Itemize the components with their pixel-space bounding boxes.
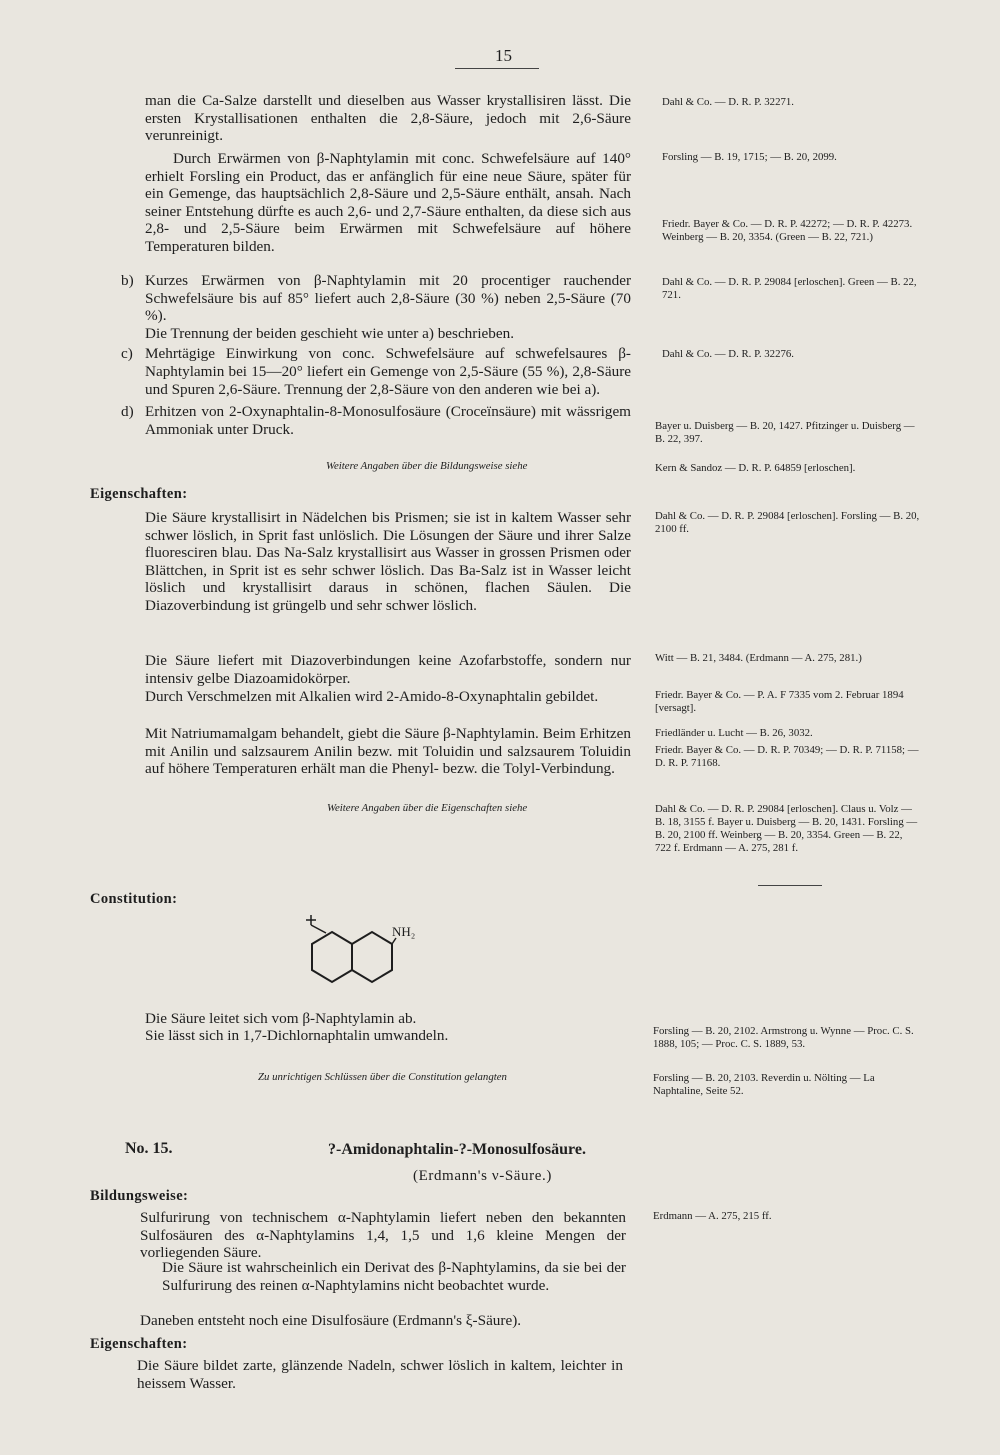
list-text: Mehrtägige Einwirkung von conc. Schwefelsäure auf schwefelsaures β-Naphtylamin bei 15—20° liefert ein Gemenge von 2,5-Säure (55 %), 2,8-Säure und Spuren 2,6-Säure. Trennung der 2,8-Säure von den anderen wie bei a). <box>145 345 631 398</box>
side-reference: Friedr. Bayer & Co. — D. R. P. 70349; — D. R. P. 71158; — D. R. P. 71168. <box>655 744 919 769</box>
list-label: d) <box>121 403 134 421</box>
side-reference: Forsling — B. 19, 1715; — B. 20, 2099. <box>662 151 837 163</box>
page-number: 15 <box>495 46 512 65</box>
paragraph: Die Säure liefert mit Diazoverbindungen keine Azofarbstoffe, sondern nur intensiv gelbe Diazoamidokörper. <box>145 652 631 687</box>
list-item <box>121 325 631 343</box>
paragraph: Mit Natriumamalgam behandelt, giebt die Säure β-Naphtylamin. Beim Erhitzen mit Anilin und salzsaurem Anilin bezw. mit Toluidin und salzsaurem Toluidin auf höhere Temperaturen erhält man die Phenyl- bezw. die Tolyl-Verbindung. <box>145 725 631 778</box>
see-also-note: Weitere Angaben über die Bildungsweise siehe <box>326 460 528 472</box>
list-item <box>121 403 631 438</box>
list-text: Die Trennung der beiden geschieht wie unter a) beschrieben. <box>145 324 515 342</box>
section-heading: Constitution: <box>90 891 178 907</box>
naphthalene-structure <box>280 912 440 1004</box>
paragraph: Die Säure bildet zarte, glänzende Nadeln, schwer löslich in kaltem, leichter in heissem Wasser. <box>137 1357 623 1392</box>
side-reference: Dahl & Co. — D. R. P. 29084 [erloschen]. Claus u. Volz — B. 18, 3155 f. Bayer u. Duisberg — B. 20, 1431. Forsling — B. 20, 2100 ff. Weinberg — B. 20, 3354. Green — B. 22, 722 f. Erdmann — A. 275, 281 f. <box>655 803 918 854</box>
paragraph: Sie lässt sich in 1,7-Dichlornaphtalin umwandeln. <box>145 1027 449 1044</box>
paragraph: Durch Verschmelzen mit Alkalien wird 2-Amido-8-Oxynaphtalin gebildet. <box>145 688 599 705</box>
side-reference: Kern & Sandoz — D. R. P. 64859 [erloschen]. <box>655 462 856 474</box>
entry-subtitle: (Erdmann's ν-Säure.) <box>413 1168 552 1184</box>
entry-number: No. 15. <box>125 1140 173 1157</box>
side-reference: Friedländer u. Lucht — B. 26, 3032. <box>655 727 813 739</box>
side-reference: Friedr. Bayer & Co. — D. R. P. 42272; — D. R. P. 42273. Weinberg — B. 20, 3354. (Green — B. 22, 721.) <box>662 218 913 243</box>
side-reference: Bayer u. Duisberg — B. 20, 1427. Pfitzinger u. Duisberg — B. 22, 397. <box>655 420 915 445</box>
paragraph: Die Säure ist wahrscheinlich ein Derivat des β-Naphtylamins, da sie bei der Sulfurirung des reinen α-Naphtylamins nicht beobachtet wurde. <box>162 1259 626 1294</box>
side-reference: Dahl & Co. — D. R. P. 32276. <box>662 348 794 360</box>
side-reference: Witt — B. 21, 3484. (Erdmann — A. 275, 281.) <box>655 652 862 664</box>
formula-label: NH₂ <box>392 924 416 939</box>
list-item <box>121 272 631 325</box>
side-reference: Dahl & Co. — D. R. P. 29084 [erloschen]. Forsling — B. 20, 2100 ff. <box>655 510 920 535</box>
plus-icon <box>306 915 316 925</box>
section-heading: Bildungsweise: <box>90 1188 189 1204</box>
side-reference: Forsling — B. 20, 2102. Armstrong u. Wynne — Proc. C. S. 1888, 105; — Proc. C. S. 1889, 53. <box>653 1025 914 1050</box>
list-text: Kurzes Erwärmen von β-Naphtylamin mit 20 procentiger rauchender Schwefelsäure bis auf 85° liefert auch 2,8-Säure (30 %) neben 2,5-Säure (70 %). <box>145 272 631 325</box>
side-reference: Friedr. Bayer & Co. — P. A. F 7335 vom 2. Februar 1894 [versagt]. <box>655 689 904 714</box>
entry-title: ?-Amidonaphtalin-?-Monosulfosäure. <box>328 1141 586 1158</box>
section-heading: Eigenschaften: <box>90 486 188 502</box>
section-divider <box>758 885 822 886</box>
list-label <box>121 325 145 343</box>
paragraph: man die Ca-Salze darstellt und dieselben aus Wasser krystallisiren lässt. Die ersten Krystallisationen enthalten die 2,8-Säure, jedoch mit 2,6-Säure verunreinigt. <box>145 92 631 145</box>
side-reference: Dahl & Co. — D. R. P. 29084 [erloschen]. Green — B. 22, 721. <box>662 276 917 301</box>
page-number-rule <box>455 68 539 69</box>
paragraph: Daneben entsteht noch eine Disulfosäure (Erdmann's ξ-Säure). <box>140 1312 522 1329</box>
see-also-note: Weitere Angaben über die Eigenschaften siehe <box>327 802 528 814</box>
paragraph: Die Säure leitet sich vom β-Naphtylamin ab. <box>145 1010 417 1027</box>
paragraph: Durch Erwärmen von β-Naphtylamin mit conc. Schwefelsäure auf 140° erhielt Forsling ein Product, das er anfänglich für eine neue Säure, später für ein Gemenge, das hauptsächlich 2,8-Säure und 2,5-Säure enthält, ansah. Nach seiner Entstehung dürfte es auch 2,6- und 2,7-Säure enthalten, da diese sich aus 2,8- und 2,5-Säure beim Erwärmen mit Schwefelsäure auf höhere Temperaturen bilden. <box>145 150 631 255</box>
section-heading: Eigenschaften: <box>90 1336 188 1352</box>
side-reference: Dahl & Co. — D. R. P. 32271. <box>662 96 794 108</box>
paragraph: Sulfurirung von technischem α-Naphtylamin liefert neben den bekannten Sulfosäuren des α-Naphtylamins 1,4, 1,5 und 1,6 kleine Mengen der vorliegenden Säure. <box>140 1209 626 1262</box>
paragraph: Die Säure krystallisirt in Nädelchen bis Prismen; sie ist in kaltem Wasser sehr schwer löslich, in Sprit fast unlöslich. Die Lösungen der Säure und ihrer Salze fluoresciren blau. Das Na-Salz krystallisirt aus Wasser in grossen Prismen oder Blättchen, in Sprit ist es sehr schwer löslich. Das Ba-Salz ist in Wasser leicht löslich und krystallisirt daraus in schönen, flachen Säulen. Die Diazoverbindung ist grüngelb und sehr schwer löslich. <box>145 509 631 614</box>
substituent-bond <box>311 925 326 933</box>
list-item <box>121 345 631 398</box>
list-label: b) <box>121 272 134 289</box>
list-label: c) <box>121 345 133 363</box>
side-reference: Forsling — B. 20, 2103. Reverdin u. Nölting — La Naphtaline, Seite 52. <box>653 1072 875 1097</box>
method-list <box>121 272 631 438</box>
see-also-note: Zu unrichtigen Schlüssen über die Constitution gelangten <box>258 1071 507 1083</box>
list-text: Erhitzen von 2-Oxynaphtalin-8-Monosulfosäure (Croceïnsäure) mit wässrigem Ammoniak unter Druck. <box>145 403 631 438</box>
side-reference: Erdmann — A. 275, 215 ff. <box>653 1210 772 1222</box>
